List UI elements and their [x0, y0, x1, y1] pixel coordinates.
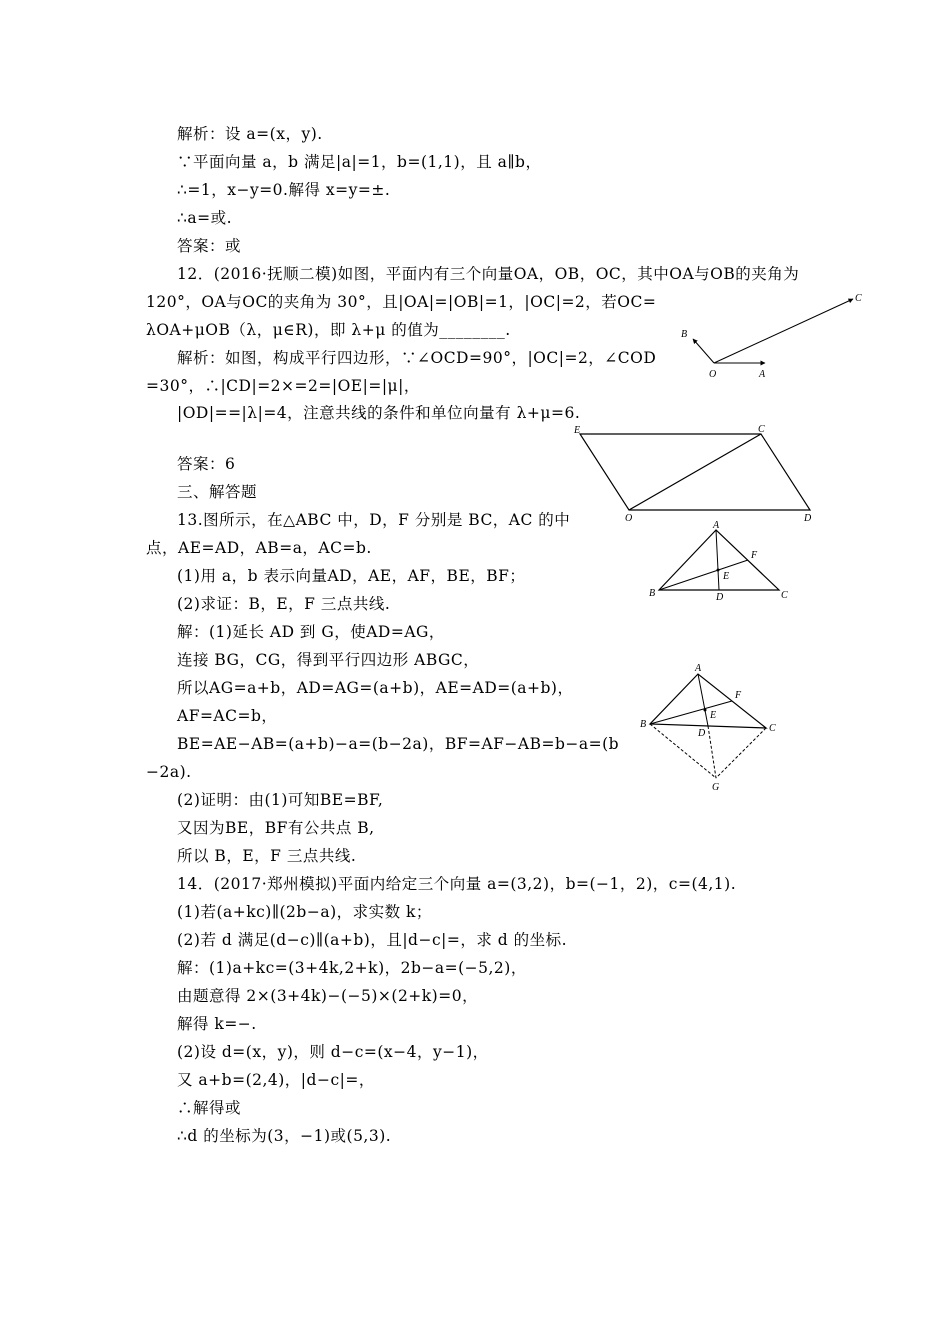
text-line: (2)设 d=(x，y)，则 d−c=(x−4，y−1)，	[177, 1043, 489, 1061]
point-label: O	[709, 369, 717, 380]
text-line: 又因为BE，BF有公共点 B,	[177, 819, 375, 837]
text-line: (1)若(a+kc)∥(2b−a)，求实数 k；	[177, 903, 432, 921]
point-label: D	[804, 513, 812, 524]
median-ad	[698, 674, 708, 726]
point-label: C	[769, 723, 776, 734]
text-line: ∴=1，x−y=0.解得 x=y=±.	[177, 181, 391, 199]
point-label: C	[781, 590, 788, 601]
text-line: ∴解得或	[177, 1099, 242, 1117]
vector-figure	[675, 285, 875, 380]
text-line: BE=AE−AB=(a+b)−a=(b−2a)，BF=AF−AB=b−a=(b	[177, 735, 620, 753]
point-label: B	[649, 588, 656, 599]
diagonal-oc	[629, 434, 761, 510]
segment-dg	[708, 726, 716, 778]
text-line: 13.图所示，在△ABC 中，D，F 分别是 BC，AC 的中	[177, 511, 571, 529]
point-e	[717, 569, 720, 572]
text-line: 解：(1)延长 AD 到 G，使AD=AG，	[177, 623, 445, 641]
vector-oc	[714, 299, 853, 363]
segment-cg	[716, 728, 766, 778]
text-line: =30°，∴|CD|=2×=2=|OE|=|μ|，	[146, 377, 420, 395]
text-line: 12．(2016·抚顺二模)如图，平面内有三个向量OA，OB，OC，其中OA与OB的夹角为	[177, 265, 800, 283]
text-line: −2a).	[146, 763, 192, 781]
point-label: B	[681, 329, 688, 340]
text-line: AF=AC=b，	[177, 707, 278, 725]
text-line: 所以AG=a+b，AD=AG=(a+b)，AE=AD=(a+b)，	[177, 679, 574, 697]
point-label: G	[712, 782, 720, 793]
text-line: |OD|==|λ|=4，注意共线的条件和单位向量有 λ+μ=6.	[177, 404, 581, 422]
extended-triangle-figure	[635, 660, 785, 795]
point-label: A	[713, 520, 720, 531]
text-line: ∴d 的坐标为(3，−1)或(5,3).	[177, 1127, 392, 1145]
text-line: ∴a=或.	[177, 209, 233, 227]
section-heading: 三、解答题	[177, 483, 258, 501]
text-line: 解析：如图，构成平行四边形，∵∠OCD=90°，|OC|=2，∠COD	[177, 349, 657, 367]
segment-bf	[659, 560, 748, 590]
text-line: λOA+μOB（λ，μ∈R)，即 λ+μ 的值为________.	[146, 321, 511, 339]
point-label: C	[855, 293, 862, 304]
text-line: 解析：设 a=(x，y).	[177, 125, 323, 143]
text-line: (2)求证：B，E，F 三点共线.	[177, 595, 391, 613]
point-label: F	[751, 550, 758, 561]
text-line: 解：(1)a+kc=(3+4k,2+k)，2b−a=(−5,2)，	[177, 959, 527, 977]
text-line: 14．(2017·郑州模拟)平面内给定三个向量 a=(3,2)，b=(−1，2)，c=(4,1).	[177, 875, 737, 893]
text-line: ∵平面向量 a，b 满足|a|=1，b=(1,1)，且 a∥b，	[177, 153, 542, 171]
triangle-figure	[645, 518, 795, 603]
text-line: 所以 B，E，F 三点共线.	[177, 847, 357, 865]
triangle-abc	[650, 674, 766, 728]
text-line: 点，AE=AD，AB=a，AC=b.	[146, 539, 372, 557]
text-line: (2)证明：由(1)可知BE=BF,	[177, 791, 384, 809]
point-label: F	[735, 690, 742, 701]
text-line: (1)用 a，b 表示向量AD，AE，AF，BE，BF；	[177, 567, 526, 585]
text-line: 解得 k=−.	[177, 1015, 257, 1033]
point-label: D	[698, 728, 706, 739]
point-label: O	[625, 513, 633, 524]
point-label: E	[723, 571, 730, 582]
point-label: E	[574, 425, 581, 436]
point-label: C	[758, 424, 765, 435]
parallelogram-figure	[570, 420, 825, 525]
text-line: 由题意得 2×(3+4k)−(−5)×(2+k)=0，	[177, 987, 479, 1005]
text-line: 答案：6	[177, 455, 236, 473]
point-label: A	[695, 663, 702, 674]
text-line: 答案：或	[177, 237, 242, 255]
text-line: 又 a+b=(2,4)，|d−c|=，	[177, 1071, 375, 1089]
text-line: 120°，OA与OC的夹角为 30°，且|OA|=|OB|=1，|OC|=2，若OC=	[146, 293, 657, 311]
point-label: B	[640, 719, 647, 730]
point-label: E	[710, 710, 717, 721]
point-e	[704, 709, 707, 712]
point-label: A	[759, 369, 766, 380]
segment-bg	[650, 724, 716, 778]
point-label: D	[716, 592, 724, 603]
text-line: 连接 BG，CG，得到平行四边形 ABGC，	[177, 651, 480, 669]
median-ad	[716, 530, 719, 590]
vector-ob	[693, 339, 714, 363]
text-line: (2)若 d 满足(d−c)∥(a+b)，且|d−c|=，求 d 的坐标.	[177, 931, 568, 949]
segment-bf	[650, 701, 732, 724]
